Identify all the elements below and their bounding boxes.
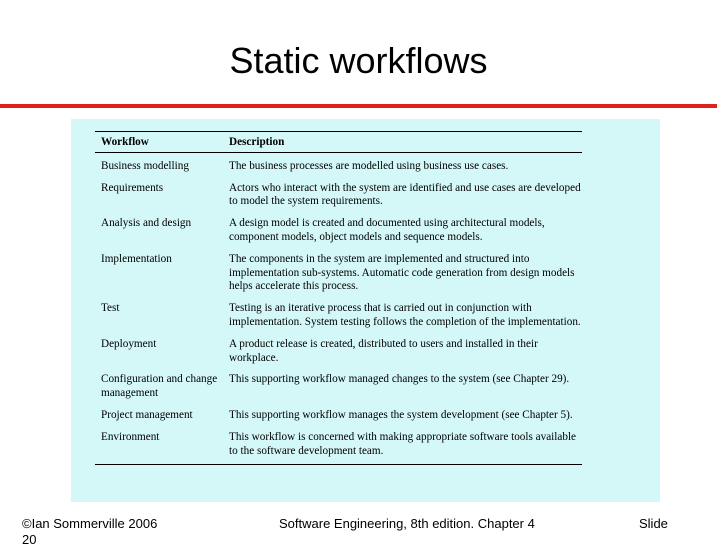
table-row	[95, 182, 582, 210]
table-row	[95, 431, 582, 459]
workflow-cell: Business modelling	[101, 159, 189, 172]
table-row	[95, 217, 582, 245]
description-cell: A product release is created, distributed to users and installed in their workplace.	[229, 337, 538, 364]
description-cell: Actors who interact with the system are identified and use cases are developed to model the system requirements.	[229, 181, 581, 208]
workflow-table-panel	[71, 119, 660, 502]
workflow-cell: Test	[101, 302, 120, 315]
title-divider	[0, 104, 717, 108]
workflow-cell: Environment	[101, 430, 160, 443]
workflow-cell: Analysis and design	[101, 217, 192, 230]
workflow-cell: Configuration and change management	[101, 373, 218, 400]
table-header-row	[95, 132, 582, 152]
description-cell: The business processes are modelled using business use cases.	[229, 159, 509, 172]
description-cell: This supporting workflow manages the system development (see Chapter 5).	[229, 408, 573, 421]
workflow-cell: Implementation	[101, 252, 172, 265]
slide-title: Static workflows	[229, 40, 488, 81]
table-row	[95, 373, 582, 401]
footer-book-title: Software Engineering, 8th edition. Chapter 4	[279, 516, 535, 531]
workflow-cell: Project management	[101, 408, 193, 421]
workflow-cell: Requirements	[101, 181, 164, 194]
table-row	[95, 302, 582, 330]
footer-copyright: ©Ian Sommerville 2006	[22, 516, 158, 531]
workflow-cell: Deployment	[101, 337, 157, 350]
table-row	[95, 160, 582, 174]
header-workflow: Workflow	[101, 136, 149, 148]
description-cell: This supporting workflow managed changes to the system (see Chapter 29).	[229, 373, 570, 386]
table-header-rule	[95, 152, 582, 153]
description-cell: The components in the system are implemented and structured into implementation sub-systems. Automatic code generation from design models helps accelerate this process.	[229, 252, 575, 293]
footer-page-number: 20	[22, 532, 37, 547]
description-cell: This workflow is concerned with making appropriate software tools available to the software development team.	[229, 430, 577, 457]
description-cell: Testing is an iterative process that is carried out in conjunction with implementation. System testing follows the completion of the implementation.	[229, 302, 581, 328]
description-cell: A design model is created and documented using architectural models, component models, object models and sequence models.	[229, 217, 545, 243]
table-row	[95, 253, 582, 294]
table-row	[95, 338, 582, 366]
header-description: Description	[229, 136, 285, 148]
table-bottom-rule	[95, 464, 582, 465]
table-row	[95, 409, 582, 423]
workflow-table	[95, 131, 582, 465]
footer-slide-label: Slide	[639, 516, 668, 531]
